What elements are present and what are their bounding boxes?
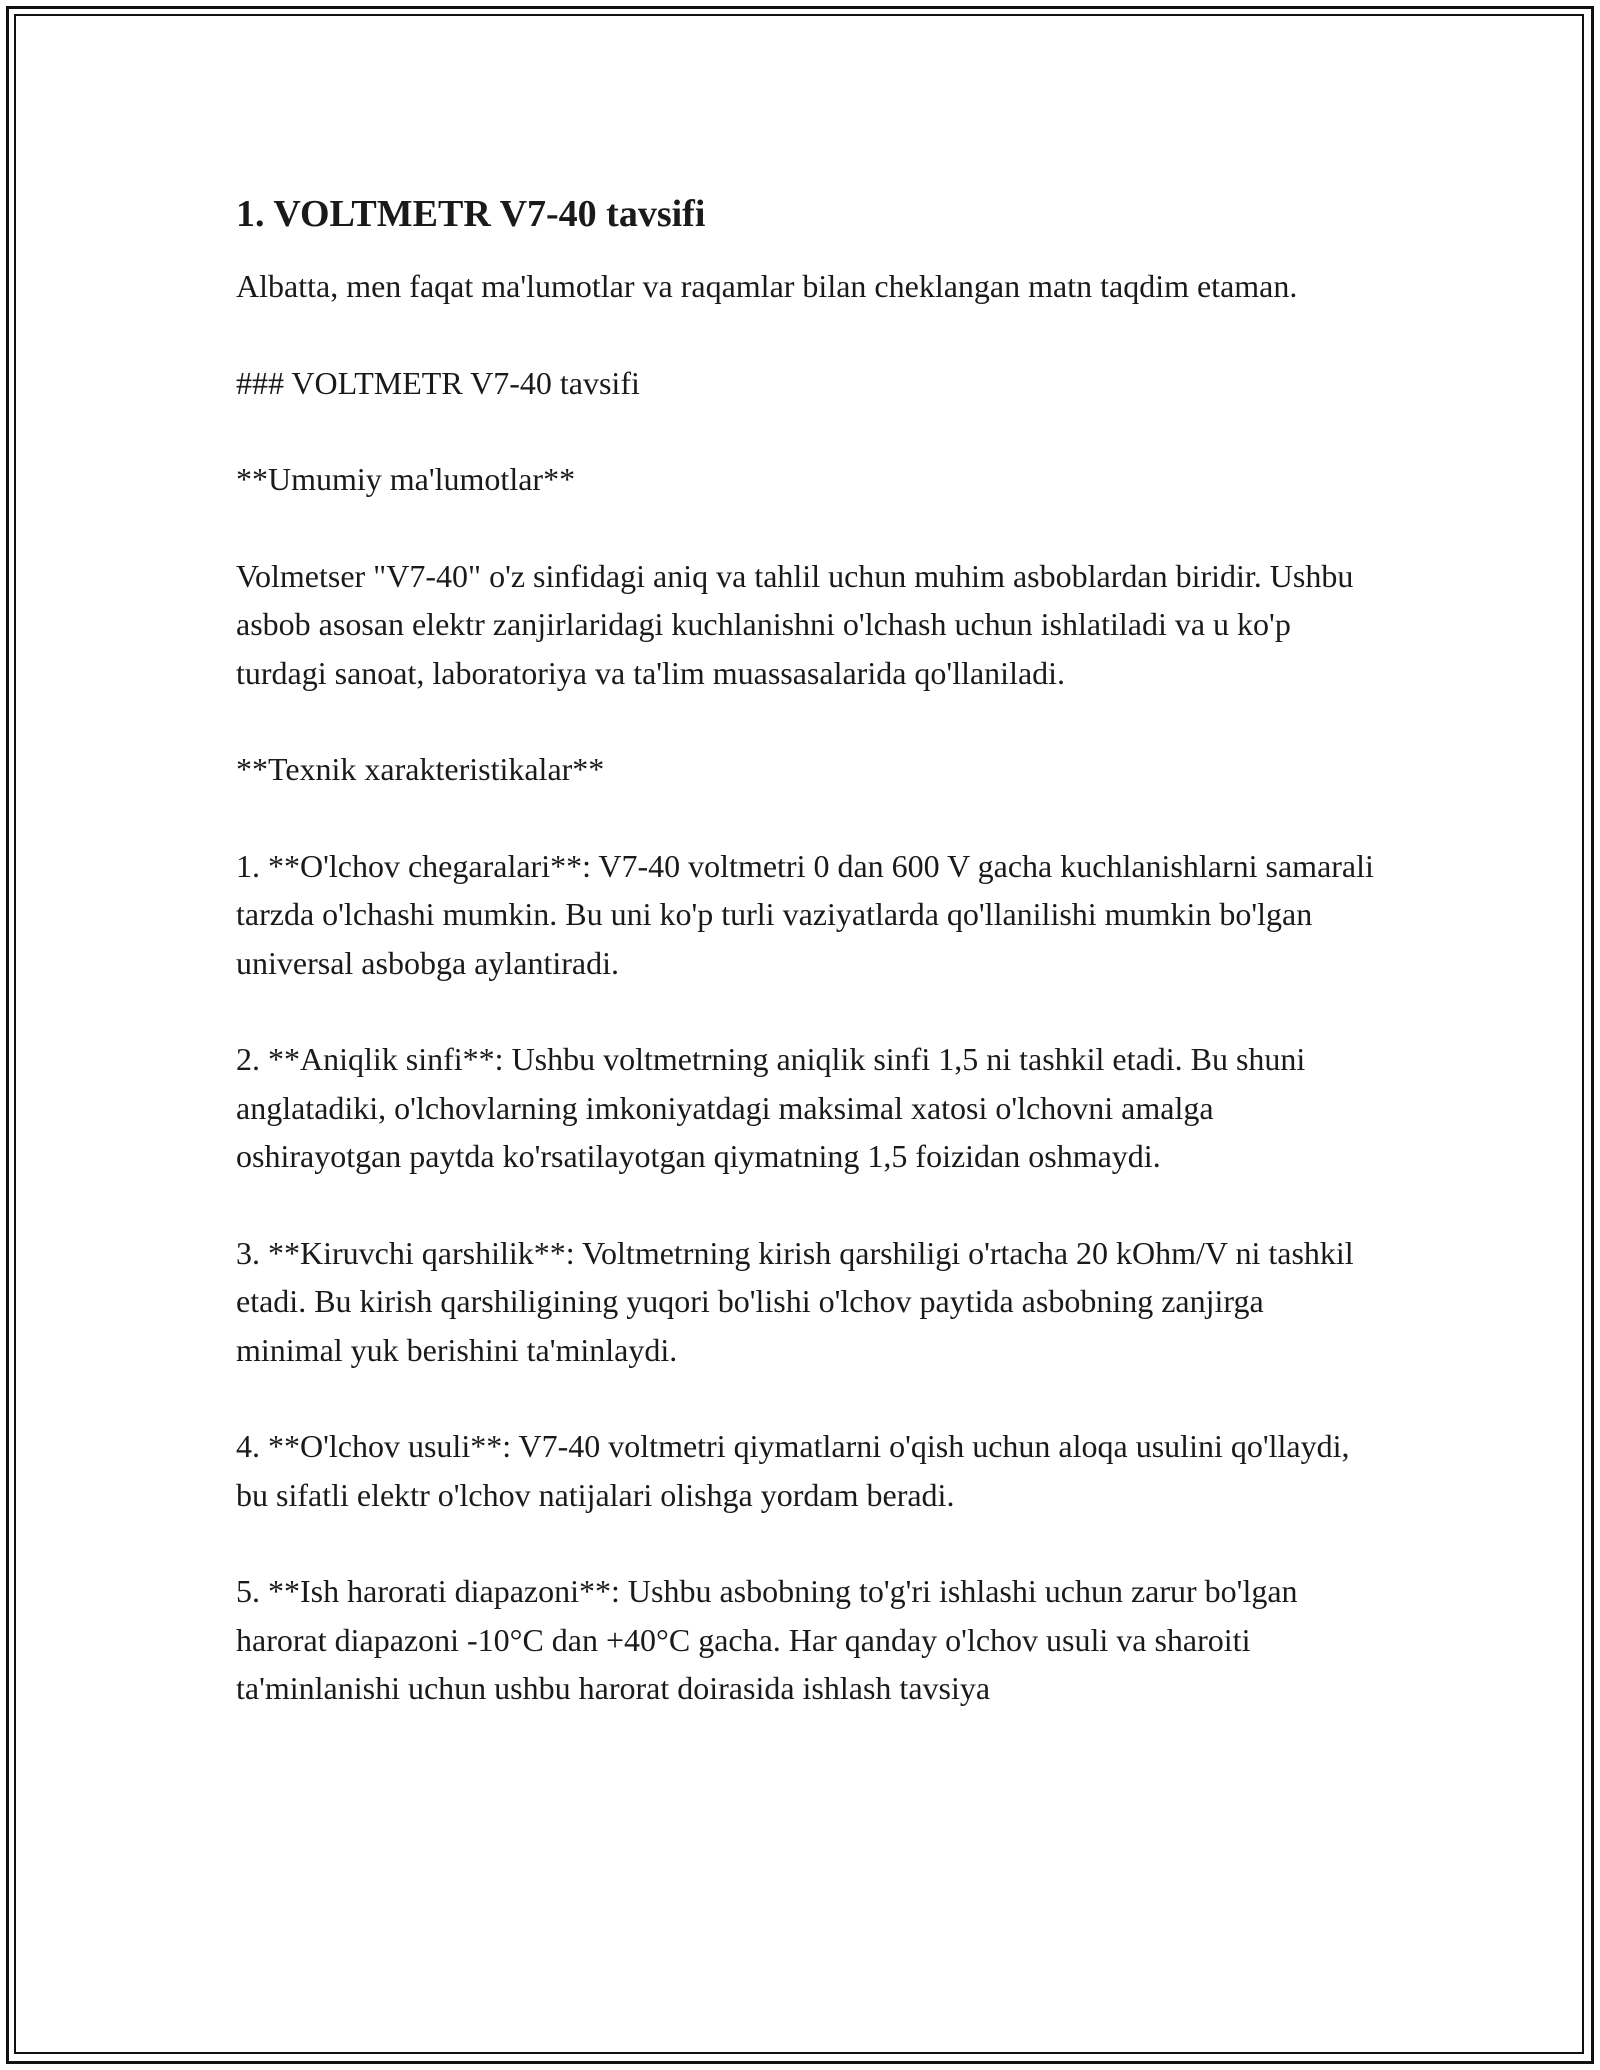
spec-item-measurement-method: 4. **O'lchov usuli**: V7-40 voltmetri qiymatlarni o'qish uchun aloqa usulini qo'llaydi, bu sifatli elektr o'lchov natijalari olishga yordam beradi. bbox=[236, 1428, 1350, 1513]
general-info-paragraph: Volmetser "V7-40" o'z sinfidagi aniq va tahlil uchun muhim asboblardan biridir. Ushbu asbob asosan elektr zanjirlaridagi kuchlanishni o'lchash uchun ishlatiladi va u ko'p turdagi sanoat, laboratoriya va ta'lim muassasalarida qo'llaniladi. bbox=[236, 557, 1354, 691]
spec-item-measurement-range: 1. **O'lchov chegaralari**: V7-40 voltmetri 0 dan 600 V gacha kuchlanishlarni samarali tarzda o'lchashi mumkin. Bu uni ko'p turli vaziyatlarda qo'llanilishi mumkin bo'lgan universal asbobga aylantiradi. bbox=[236, 847, 1374, 981]
spec-item-temperature-range: 5. **Ish harorati diapazoni**: Ushbu asbobning to'g'ri ishlashi uchun zarur bo'lgan harorat diapazoni -10°C dan +40°C gacha. Har qanday o'lchov usuli va sharoiti ta'minlanishi uchun ushbu harorat doirasida ishlash tavsiya bbox=[236, 1573, 1298, 1706]
general-info-heading: **Umumiy ma'lumotlar** bbox=[236, 461, 576, 497]
document-body bbox=[236, 186, 1376, 1761]
page-title: 1. VOLTMETR V7-40 tavsifi bbox=[236, 193, 706, 235]
intro-paragraph: Albatta, men faqat ma'lumotlar va raqamlar bilan cheklangan matn taqdim etaman. bbox=[236, 268, 1298, 304]
spec-item-accuracy-class: 2. **Aniqlik sinfi**: Ushbu voltmetrning aniqlik sinfi 1,5 ni tashkil etadi. Bu shuni anglatadiki, o'lchovlarning imkoniyatdagi maksimal xatosi o'lchovni amalga oshirayotgan paytda ko'rsatilayotgan qiymatning 1,5 foizidan oshmaydi. bbox=[236, 1041, 1306, 1174]
spec-item-input-resistance: 3. **Kiruvchi qarshilik**: Voltmetrning kirish qarshiligi o'rtacha 20 kOhm/V ni tashkil etadi. Bu kirish qarshiligining yuqori bo'lishi o'lchov paytida asbobning zanjirga minimal yuk berishini ta'minlaydi. bbox=[236, 1234, 1354, 1368]
section-heading-markdown: ### VOLTMETR V7-40 tavsifi bbox=[236, 364, 640, 401]
technical-specs-heading: **Texnik xarakteristikalar** bbox=[236, 751, 605, 787]
